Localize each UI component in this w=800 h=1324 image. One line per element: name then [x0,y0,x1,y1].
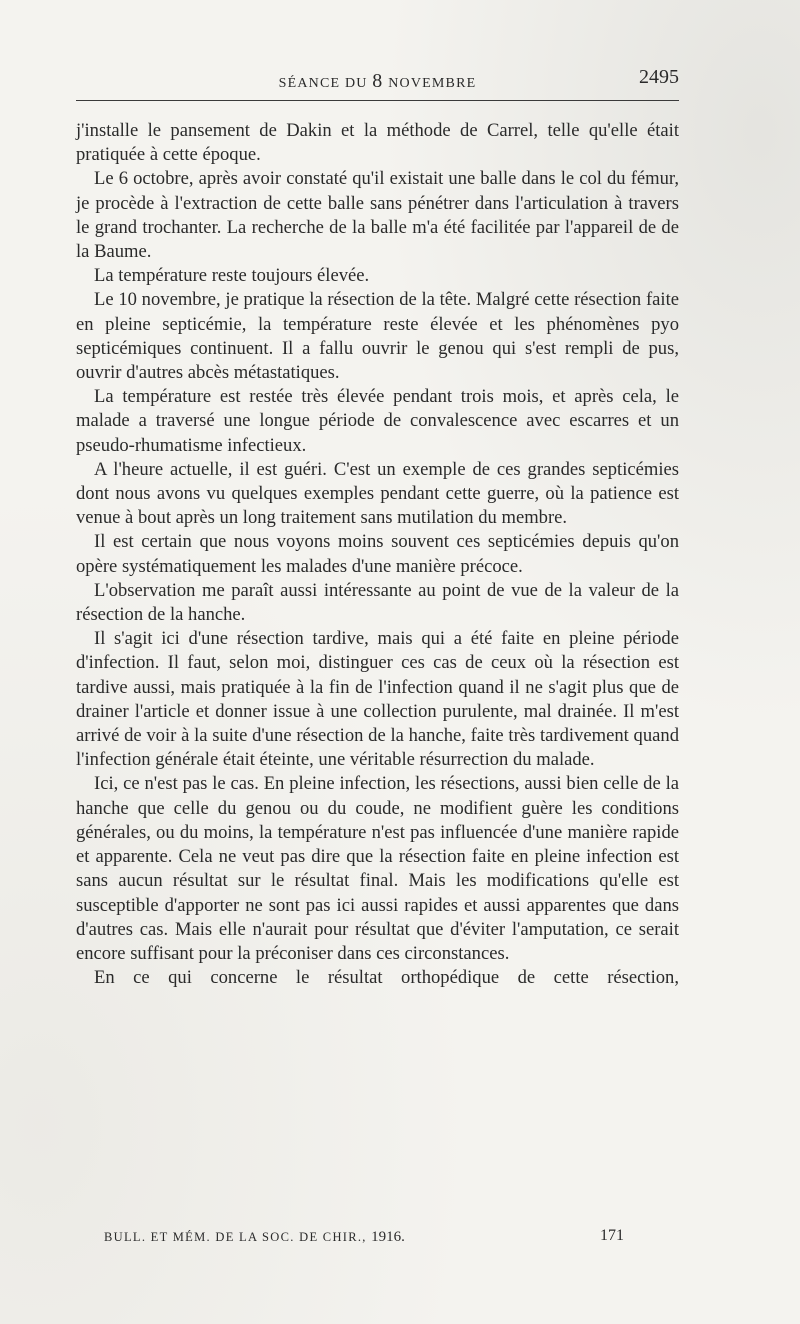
footer-journal [104,1229,405,1246]
running-header [76,64,679,94]
footer-journal-name: BULL. ET MÉM. DE LA SOC. DE CHIR., [104,1230,372,1244]
paragraph-3: La température reste toujours élevée. [94,265,370,287]
header-rule [76,100,679,101]
paragraph-10: Ici, ce n'est pas le cas. En pleine infection, les résections, aussi bien celle de la hanche que celle du genou ou du coude, ne modifient guère les conditions générales, ou du moins, la température n'est pas influencée d'une manière rapide et apparente. Cela ne veut pas dire que la résection faite en pleine infection est sans aucun résultat sur le résultat final. Mais les modifications qu'elle est susceptible d'apporter ne sont pas ici aussi rapides et aussi apparentes que dans d'autres cas. Mais elle n'aurait pour résultat que d'éviter l'amputation, ce serait encore suffisant pour la préconiser dans ces circonstances. [76,773,679,964]
header-title-day: 8 [372,70,384,92]
paragraph-2: Le 6 octobre, après avoir constaté qu'il existait une balle dans le col du fémur, je procède à l'extraction de cette balle sans pénétrer dans l'articulation à travers le grand trochanter. La recherche de la balle m'a été facilitée par l'appareil de de la Baume. [76,168,679,263]
paragraph-1: j'installe le pansement de Dakin et la méthode de Carrel, telle qu'elle était pratiquée à cette époque. [76,120,679,166]
header-title [76,70,679,93]
footer-signature: 171 [600,1227,624,1244]
paragraph-6: A l'heure actuelle, il est guéri. C'est un exemple de ces grandes septicémies dont nous avons vu quelques exemples pendant cette guerre, où la patience est venue à bout après un long traitement sans mutilation du membre. [76,458,679,529]
header-title-suffix: NOVEMBRE [383,76,477,91]
page-footer [104,1227,624,1249]
paragraph-11: En ce qui concerne le résultat orthopédique de cette résection, [94,967,679,989]
header-title-prefix: SÉANCE DU [278,76,373,91]
page-number: 2495 [639,66,679,88]
body-text [76,119,679,990]
paragraph-5: La température est restée très élevée pendant trois mois, et après cela, le malade a traversé une longue période de convalescence avec escarres et un pseudo-rhumatisme infectieux. [76,386,679,456]
paragraph-4: Le 10 novembre, je pratique la résection de la tête. Malgré cette résection faite en pleine septicémie, la température reste élevée et les phénomènes pyo septicémiques continuent. Il a fallu ouvrir le genou qui s'est rempli de pus, ouvrir d'autres abcès métastatiques. [76,289,679,384]
footer-year: 1916. [371,1229,405,1245]
paragraph-8: L'observation me paraît aussi intéressante au point de vue de la valeur de la résection de la hanche. [76,579,679,626]
paragraph-7: Il est certain que nous voyons moins souvent ces septicémies depuis qu'on opère systématiquement les malades d'une manière précoce. [76,531,679,577]
paragraph-9: Il s'agit ici d'une résection tardive, mais qui a été faite en pleine période d'infection. Il faut, selon moi, distinguer ces cas de ceux où la résection est tardive aussi, mais pratiquée à la fin de l'infection quand il ne s'agit plus que de drainer l'article et donner issue à une collection purulente, mal drainée. Il m'est arrivé de voir à la suite d'une résection de la hanche, faite très tardivement quand l'infection générale était éteinte, une véritable résurrection du malade. [76,628,679,771]
